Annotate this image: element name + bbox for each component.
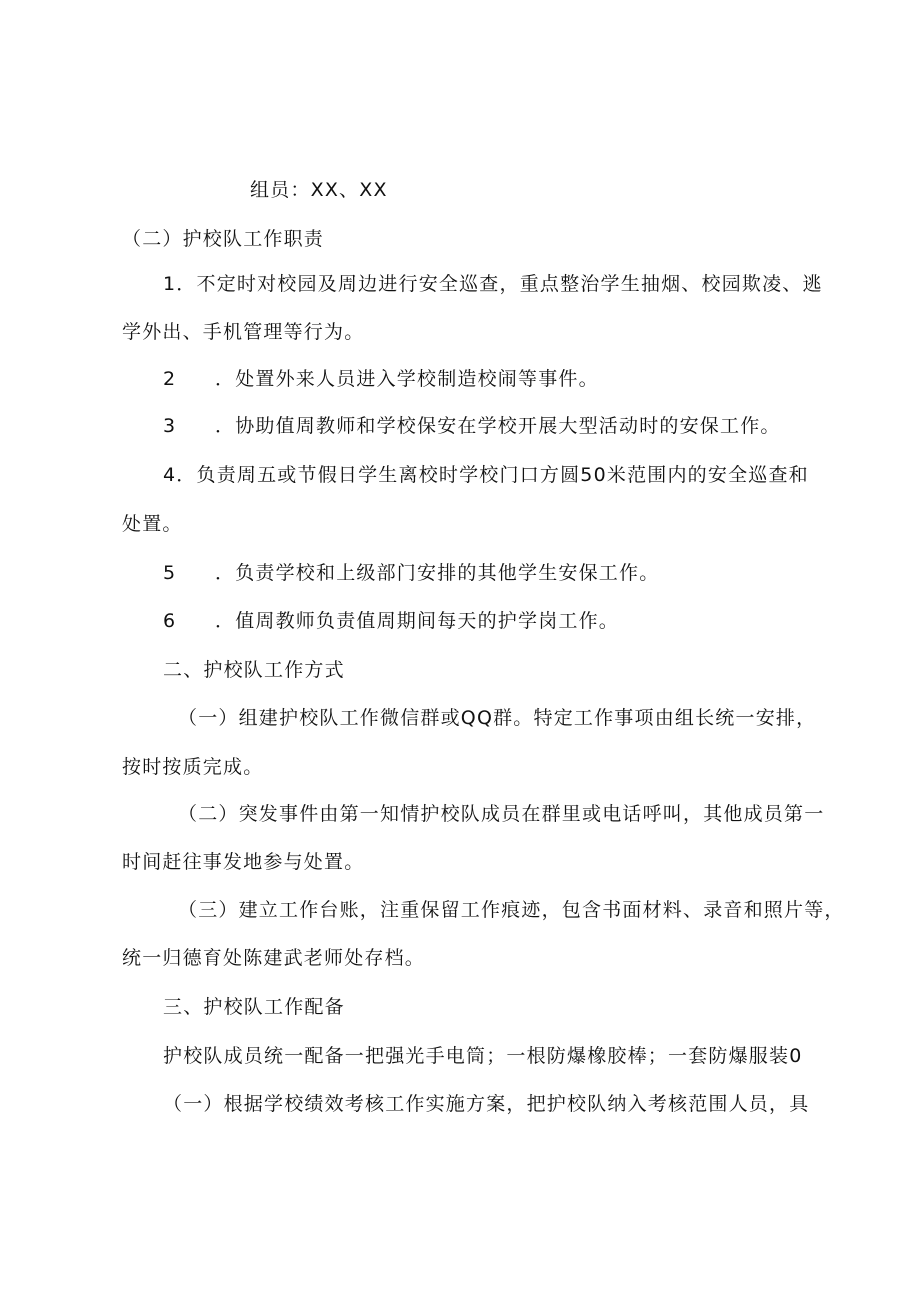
duty-item-6 (163, 609, 619, 633)
duties-heading: （二）护校队工作职责 (122, 228, 325, 250)
duty-item-6-text: ．值周教师负责值周期间每天的护学岗工作。 (215, 610, 620, 632)
duty-item-5 (163, 561, 659, 585)
method-2-line-2: 时间赶往事发地参与处置。 (122, 851, 365, 873)
duty-item-1-line-2: 学外出、手机管理等行为。 (122, 321, 365, 343)
duty-item-5-text: ．负责学校和上级部门安排的其他学生安保工作。 (215, 562, 660, 584)
duty-item-3-text: ．协助值周教师和学校保安在学校开展大型活动时的安保工作。 (215, 415, 781, 437)
duty-item-3 (163, 414, 781, 438)
methods-heading: 二、护校队工作方式 (163, 659, 345, 681)
duty-item-2-number: 2 (163, 368, 177, 390)
method-3-line-1: （三）建立工作台账，注重保留工作痕迹，包含书面材料、录音和照片等， (178, 899, 845, 921)
method-2-line-1: （二）突发事件由第一知情护校队成员在群里或电话呼叫，其他成员第一 (178, 803, 825, 825)
duty-item-2 (163, 367, 599, 391)
duty-item-2-text: ．处置外来人员进入学校制造校闹等事件。 (215, 368, 599, 390)
duty-item-1-line-1: 1．不定时对校园及周边进行安全巡查，重点整治学生抽烟、校园欺凌、逃 (163, 273, 823, 295)
method-3-line-2: 统一归德育处陈建武老师处存档。 (122, 947, 426, 969)
equipment-paragraph-2: （一）根据学校绩效考核工作实施方案，把护校队纳入考核范围人员，具 (163, 1093, 810, 1115)
duty-item-5-number: 5 (163, 562, 177, 584)
equipment-paragraph-1: 护校队成员统一配备一把强光手电筒；一根防爆橡胶棒；一套防爆服装0 (163, 1045, 803, 1067)
duty-item-4-line-1: 4．负责周五或节假日学生离校时学校门口方圆50米范围内的安全巡查和 (163, 464, 809, 486)
method-1-line-1: （一）组建护校队工作微信群或QQ群。特定工作事项由组长统一安排， (178, 707, 817, 729)
equipment-heading: 三、护校队工作配备 (163, 996, 345, 1018)
members-line: 组员：XX、XX (250, 179, 388, 201)
method-1-line-2: 按时按质完成。 (122, 756, 264, 778)
duty-item-3-number: 3 (163, 415, 177, 437)
duty-item-6-number: 6 (163, 610, 177, 632)
duty-item-4-line-2: 处置。 (122, 513, 183, 535)
